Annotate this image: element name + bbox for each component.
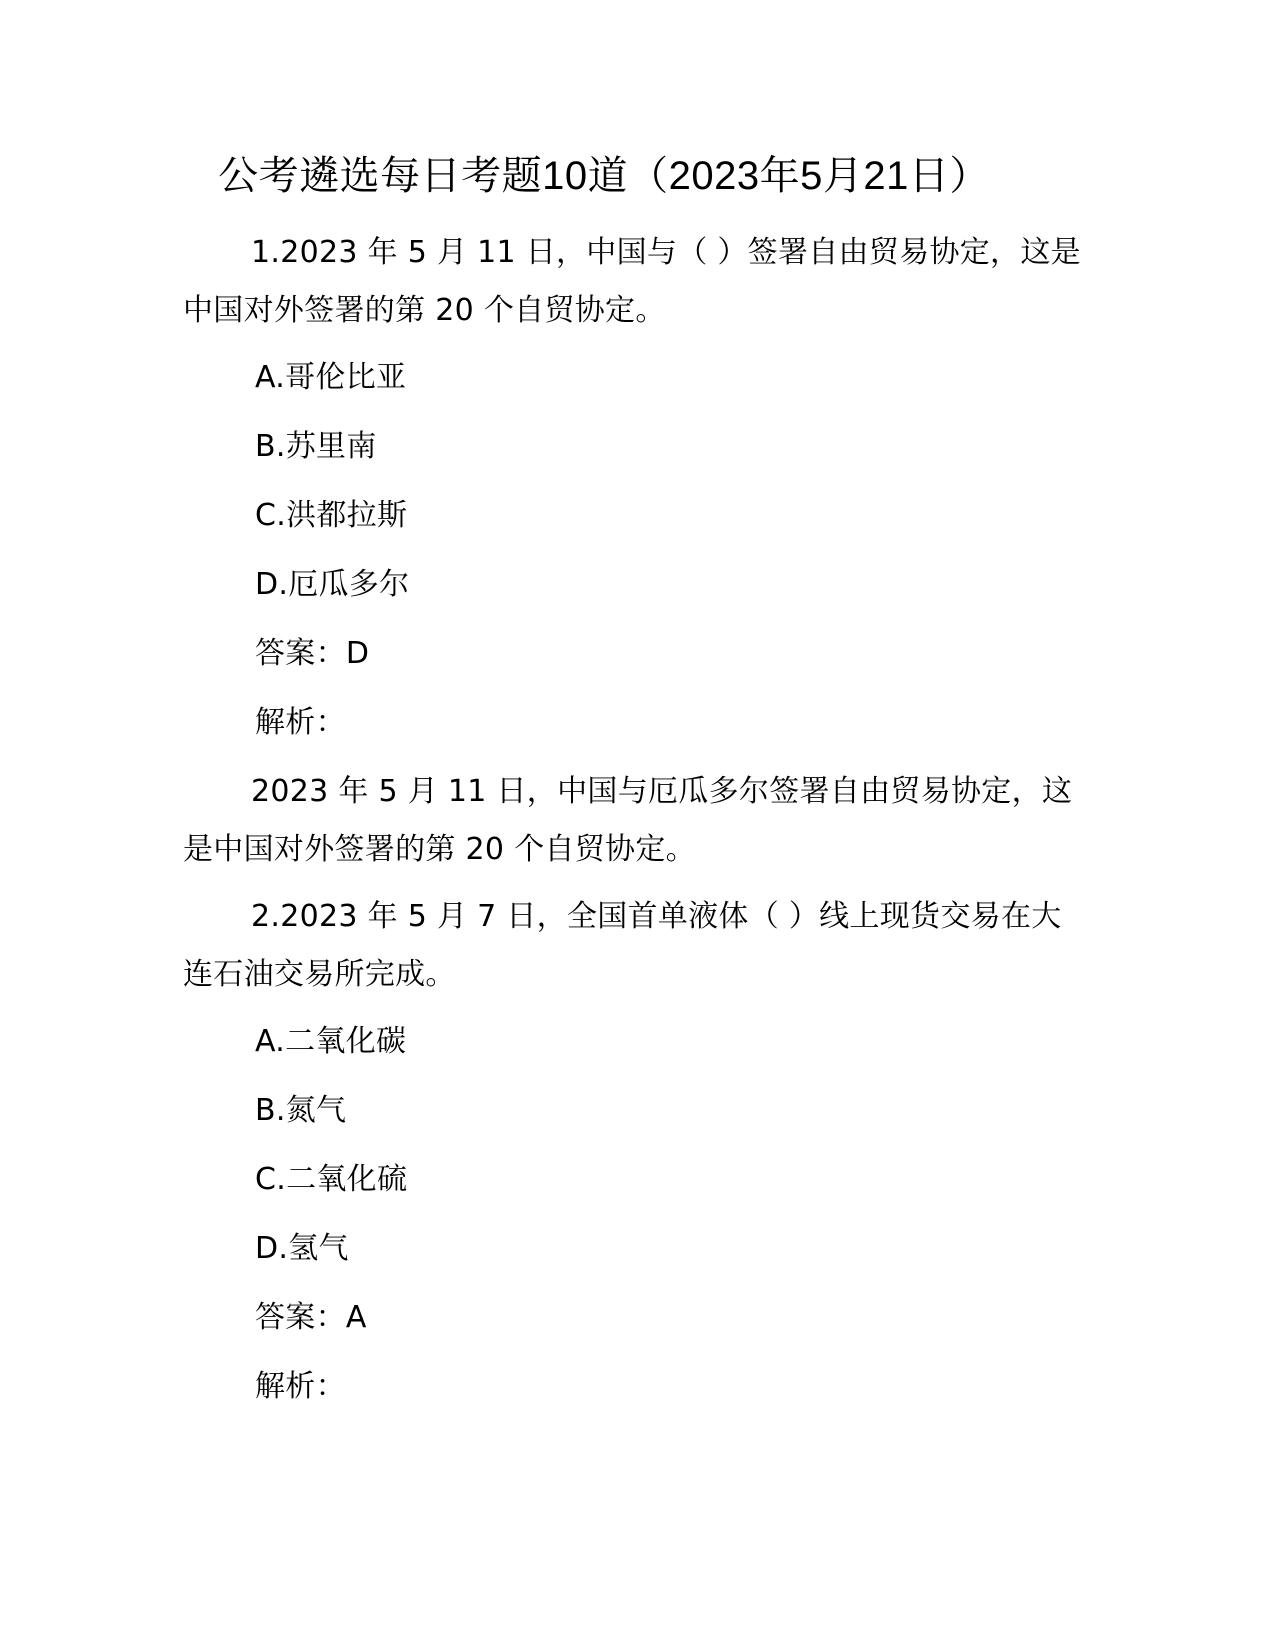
question-stem: 2.2023 年 5 月 7 日，全国首单液体（ ）线上现货交易在大连石油交易所完成。 <box>183 899 1062 992</box>
option-c: C.洪都拉斯 <box>255 498 408 533</box>
question-1 <box>183 224 1088 879</box>
option-d: D.氢气 <box>255 1231 349 1266</box>
option-c: C.二氧化硫 <box>255 1162 408 1197</box>
analysis-label: 解析： <box>255 705 346 740</box>
document-body <box>183 224 1088 1427</box>
answer-line: 答案：A <box>255 1300 367 1335</box>
answer-line: 答案：D <box>255 636 370 671</box>
option-a: A.二氧化碳 <box>255 1024 407 1059</box>
question-stem: 1.2023 年 5 月 11 日，中国与（ ）签署自由贸易协定，这是中国对外签署的第 20 个自贸协定。 <box>183 235 1081 328</box>
option-b: B.苏里南 <box>255 429 377 464</box>
question-2 <box>183 888 1088 1416</box>
option-d: D.厄瓜多尔 <box>255 567 410 602</box>
option-a: A.哥伦比亚 <box>255 360 407 395</box>
option-b: B.氮气 <box>255 1093 347 1128</box>
analysis-text: 2023 年 5 月 11 日，中国与厄瓜多尔签署自由贸易协定，这是中国对外签署的第 20 个自贸协定。 <box>183 774 1073 867</box>
document-title: 公考遴选每日考题10道（2023年5月21日） <box>218 154 990 198</box>
analysis-label: 解析： <box>255 1369 346 1404</box>
